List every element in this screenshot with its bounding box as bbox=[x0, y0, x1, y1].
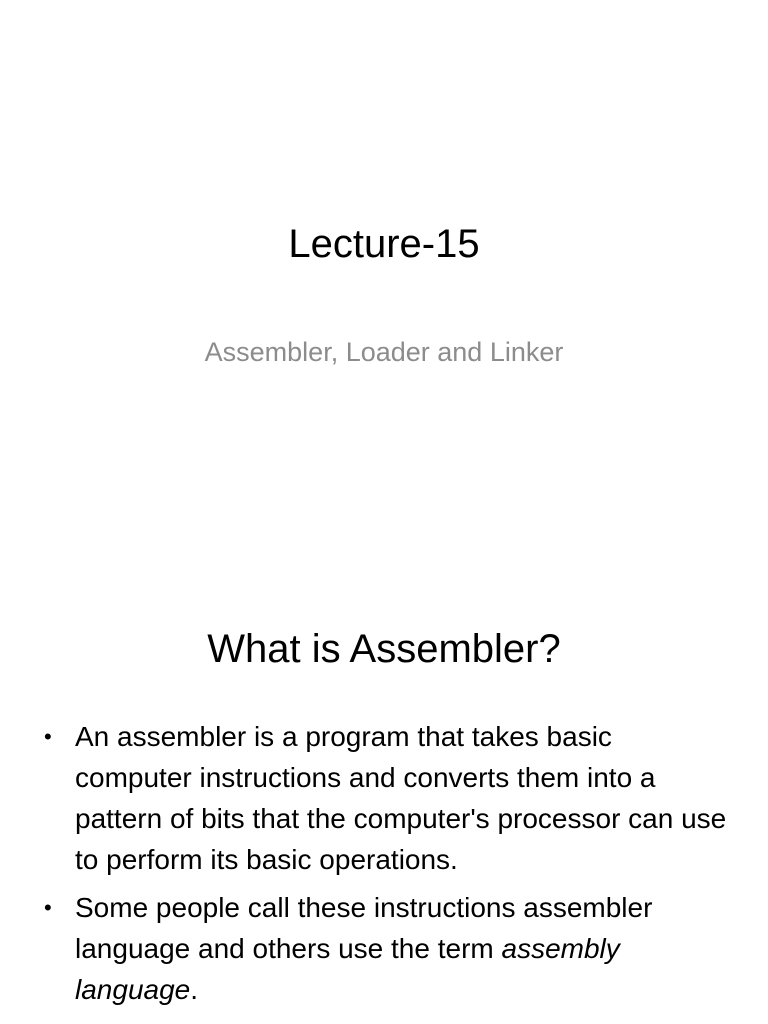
bullet-text: An assembler is a program that takes basic computer instructions and converts them into a pattern of bits that the computer's processor can use to perform its basic operations. bbox=[75, 721, 727, 875]
slide-heading: What is Assembler? bbox=[207, 627, 561, 671]
bullet-icon: • bbox=[44, 724, 52, 749]
bullet-text: Some people call these instructions assembler language and others use the term bbox=[75, 892, 653, 964]
bullet-text-end: . bbox=[190, 974, 199, 1005]
slide-title: Lecture-15 bbox=[288, 222, 480, 266]
slide-subtitle: Assembler, Loader and Linker bbox=[204, 337, 564, 367]
bullet-icon: • bbox=[44, 895, 52, 920]
content-slide bbox=[0, 576, 768, 1024]
bullet-emphasis: assembly language bbox=[75, 933, 620, 1005]
bullet-list bbox=[44, 716, 734, 1017]
bullet-item bbox=[44, 887, 734, 1010]
bullet-item bbox=[44, 716, 734, 880]
